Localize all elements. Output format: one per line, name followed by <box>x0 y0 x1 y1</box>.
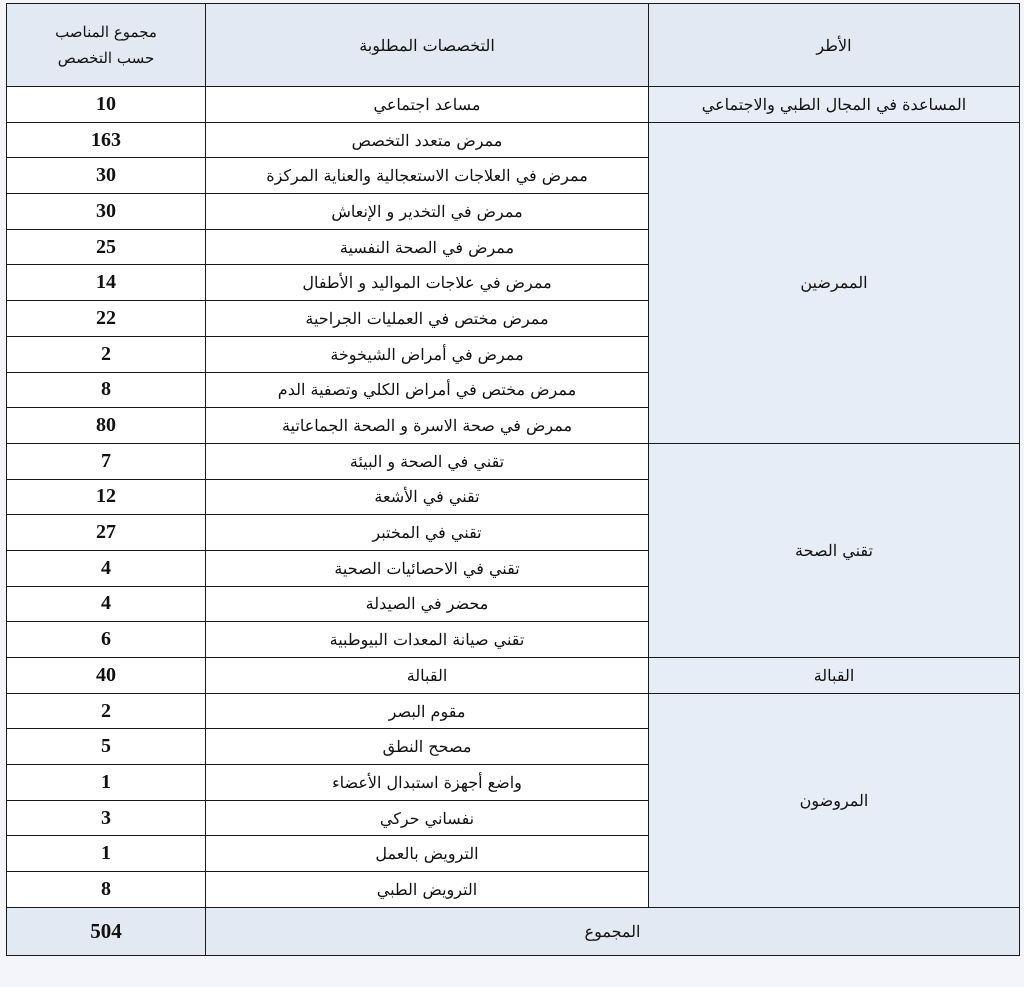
specialty-name: الترويض بالعمل <box>206 836 649 872</box>
category-name: الممرضين <box>649 122 1020 443</box>
specialty-name: مصحح النطق <box>206 729 649 765</box>
category-name: المساعدة في المجال الطبي والاجتماعي <box>649 87 1020 123</box>
position-count: 27 <box>7 515 206 551</box>
specialty-name: القبالة <box>206 658 649 694</box>
position-count: 2 <box>7 336 206 372</box>
position-count: 5 <box>7 729 206 765</box>
position-count: 6 <box>7 622 206 658</box>
position-count: 12 <box>7 479 206 515</box>
position-count: 80 <box>7 408 206 444</box>
specialty-name: تقني في المختبر <box>206 515 649 551</box>
table-row <box>7 87 1020 123</box>
specialty-name: محضر في الصيدلة <box>206 586 649 622</box>
position-count: 10 <box>7 87 206 123</box>
position-count: 7 <box>7 443 206 479</box>
position-count: 1 <box>7 765 206 801</box>
position-count: 30 <box>7 158 206 194</box>
position-count: 4 <box>7 550 206 586</box>
specialty-name: ممرض في العلاجات الاستعجالية والعناية المركزة <box>206 158 649 194</box>
table-row <box>7 443 1020 479</box>
category-name: المروضون <box>649 693 1020 907</box>
specialty-name: ممرض في الصحة النفسية <box>206 229 649 265</box>
specialty-name: نفساني حركي <box>206 800 649 836</box>
table-row <box>7 693 1020 729</box>
position-count: 30 <box>7 194 206 230</box>
position-count: 40 <box>7 658 206 694</box>
position-count: 8 <box>7 872 206 908</box>
header-count-line1: مجموع المناصب <box>55 23 157 41</box>
position-count: 22 <box>7 301 206 337</box>
table-header-row <box>7 4 1020 87</box>
header-count-line2: حسب التخصص <box>57 49 155 67</box>
position-count: 163 <box>7 122 206 158</box>
specialty-name: ممرض في أمراض الشيخوخة <box>206 336 649 372</box>
specialty-name: ممرض في صحة الاسرة و الصحة الجماعاتية <box>206 408 649 444</box>
header-count <box>7 4 206 87</box>
position-count: 14 <box>7 265 206 301</box>
specialty-name: مساعد اجتماعي <box>206 87 649 123</box>
table-row <box>7 658 1020 694</box>
specialty-name: مقوم البصر <box>206 693 649 729</box>
position-count: 25 <box>7 229 206 265</box>
position-count: 8 <box>7 372 206 408</box>
specialty-name: تقني في الاحصائيات الصحية <box>206 550 649 586</box>
specialty-name: ممرض متعدد التخصص <box>206 122 649 158</box>
specialty-name: الترويض الطبي <box>206 872 649 908</box>
position-count: 4 <box>7 586 206 622</box>
table-row <box>7 122 1020 158</box>
specialty-name: ممرض مختص في أمراض الكلي وتصفية الدم <box>206 372 649 408</box>
total-label: المجموع <box>206 907 1020 955</box>
specialty-name: تقني صيانة المعدات البيوطبية <box>206 622 649 658</box>
specialty-name: ممرض مختص في العمليات الجراحية <box>206 301 649 337</box>
positions-table <box>6 3 1020 956</box>
category-name: القبالة <box>649 658 1020 694</box>
specialty-name: تقني في الصحة و البيئة <box>206 443 649 479</box>
header-specialty: التخصصات المطلوبة <box>206 4 649 87</box>
position-count: 1 <box>7 836 206 872</box>
specialty-name: تقني في الأشعة <box>206 479 649 515</box>
specialty-name: ممرض في علاجات المواليد و الأطفال <box>206 265 649 301</box>
total-row <box>7 907 1020 955</box>
specialty-name: ممرض في التخدير و الإنعاش <box>206 194 649 230</box>
header-category: الأطر <box>649 4 1020 87</box>
total-count: 504 <box>7 907 206 955</box>
specialty-name: واضع أجهزة استبدال الأعضاء <box>206 765 649 801</box>
position-count: 3 <box>7 800 206 836</box>
category-name: تقني الصحة <box>649 443 1020 657</box>
position-count: 2 <box>7 693 206 729</box>
